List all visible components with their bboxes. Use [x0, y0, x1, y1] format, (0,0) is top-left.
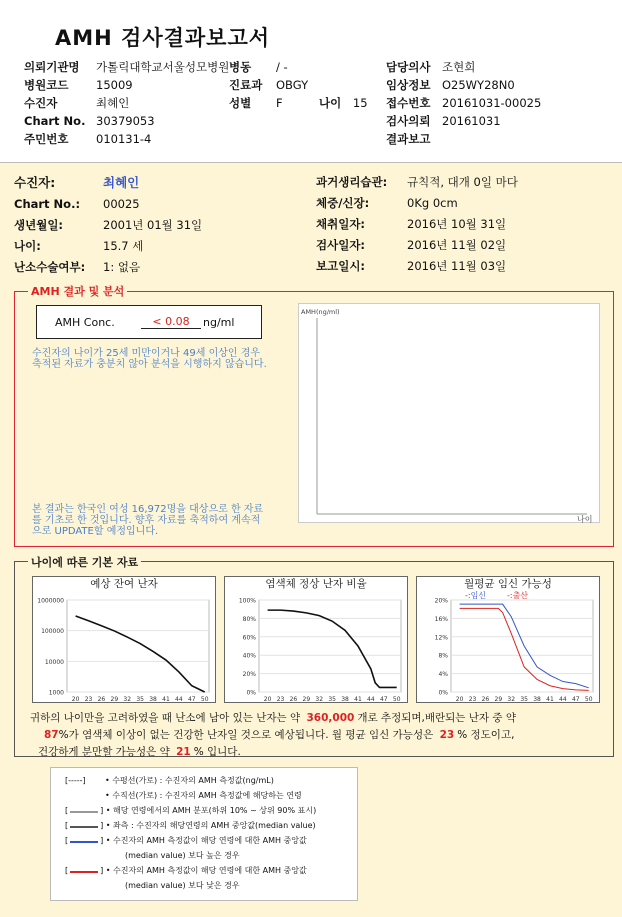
- summary-s4: % 정도이고,: [457, 729, 515, 741]
- patient-info-right: [316, 172, 387, 277]
- chart3-title: 월평균 임신 가능성: [464, 578, 552, 590]
- amh-conc-unit: ng/ml: [203, 316, 235, 329]
- coll-value: 2016년 10월 31일: [407, 217, 507, 231]
- chart2-ytick: 60%: [242, 634, 256, 642]
- report-value: 2016년 11월 03일: [407, 259, 507, 273]
- pchart-value: 00025: [103, 197, 140, 211]
- chart3-xtick: 41: [546, 696, 554, 703]
- legend-swatch-red: [70, 871, 98, 873]
- header-left-values: [96, 58, 229, 148]
- chart1-series-line: [76, 616, 205, 692]
- age-section-title: 나이에 따른 기본 자료: [28, 554, 141, 570]
- doctor-label: 담당의사: [386, 60, 431, 74]
- chart3-series-line: [460, 608, 589, 690]
- pname-value: 최혜인: [103, 175, 140, 190]
- chart3-xtick: 35: [520, 696, 528, 703]
- menses-value: 규칙적, 대개 0일 마다: [407, 175, 518, 189]
- summary-s5: 건강하게 분만할 가능성은 약: [38, 746, 170, 758]
- chart1-xtick: 29: [110, 696, 119, 703]
- chart2-svg: [225, 592, 409, 704]
- rrn-label: 주민번호: [24, 132, 69, 146]
- patient-info-left-values: [103, 172, 202, 278]
- chart2-ytick: 40%: [242, 652, 256, 660]
- chart1-xtick: 50: [200, 696, 209, 703]
- chart2-ytick: 100%: [238, 597, 256, 605]
- chart1-xtick: 26: [97, 696, 106, 703]
- pbirth-label: 생년월일:: [14, 218, 64, 232]
- header-right: [386, 58, 430, 148]
- pchart-label: Chart No.:: [14, 197, 81, 211]
- doctor-value: 조현희: [442, 60, 476, 74]
- chart3-xtick: 23: [468, 696, 477, 703]
- request-value: 20161031: [442, 114, 501, 128]
- legend-row-5: [65, 834, 357, 849]
- legend-row-2: [65, 789, 357, 804]
- chart-no-label: Chart No.: [24, 114, 86, 128]
- chart-no-value: 30379053: [96, 114, 155, 128]
- legend-text-5: ] • 수진자의 AMH 측정값이 해당 연령에 대한 AMH 중앙값: [100, 836, 307, 846]
- legend-row-6: [65, 849, 357, 864]
- clinical-value: O25WY28N0: [442, 78, 515, 92]
- chart3-xtick: 44: [559, 696, 567, 703]
- summary-text: [30, 710, 610, 761]
- chart2-xtick: 44: [367, 696, 375, 703]
- chart3-ytick: 0%: [438, 689, 448, 697]
- chart2-xtick: 20: [263, 696, 272, 703]
- hospital-value: 가톨릭대학교서울성모병원: [96, 60, 230, 74]
- chart3-ytick: 16%: [434, 615, 448, 623]
- chart2-title: 염색체 정상 난자 비율: [265, 578, 367, 590]
- chart2-xtick: 41: [354, 696, 362, 703]
- pbirth-value: 2001년 01월 31일: [103, 218, 203, 232]
- legend-key-7: [: [65, 866, 69, 876]
- patient-label: 수진자: [24, 96, 58, 110]
- sex-label: 성별: [229, 96, 252, 110]
- summary-preg-pct: 23: [439, 729, 455, 741]
- receipt-value: 20161031-00025: [442, 96, 542, 110]
- summary-birth-pct: 21: [176, 746, 191, 758]
- chart3-series-line: [460, 604, 589, 688]
- chart3-legend-birth: -:출산: [507, 591, 529, 600]
- result-report-label: 결과보고: [386, 132, 431, 146]
- analysis-note-2: 본 결과는 한국인 여성 16,972명을 대상으로 한 자료를 기초로 한 것입니다. 향후 자료를 축적하여 계속적으로 UPDATE할 예정입니다.: [32, 504, 264, 537]
- wh-label: 체중/신장:: [316, 196, 370, 210]
- header-right-values: [442, 58, 541, 130]
- hospital-code-value: 15009: [96, 78, 133, 92]
- chart1-xtick: 47: [187, 696, 196, 703]
- legend-swatch-dark: [70, 826, 98, 828]
- hospital-code-label: 병원코드: [24, 78, 69, 92]
- chart1-plot-area: [67, 600, 209, 692]
- patient-info-right-values: [407, 172, 518, 277]
- chart3-legend-preg: -:임신: [465, 591, 487, 600]
- amh-conc-box: [36, 305, 262, 339]
- chart1-xtick: 41: [162, 696, 170, 703]
- page-label: 나이:: [14, 239, 41, 253]
- legend-row-8: [65, 879, 357, 894]
- chart-remaining-eggs: [32, 576, 216, 703]
- psurg-label: 난소수술여부:: [14, 260, 86, 274]
- legend-text-6: (median value) 보다 높은 경우: [125, 851, 240, 861]
- age-value: 15: [352, 96, 368, 110]
- test-value: 2016년 11월 02일: [407, 238, 507, 252]
- report-title: AMH 검사결과보고서: [55, 26, 271, 50]
- patient-value: 최혜인: [96, 96, 130, 110]
- chart2-ytick: 0%: [246, 689, 256, 697]
- request-label: 검사의뢰: [386, 114, 431, 128]
- chart3-ytick: 20%: [434, 597, 448, 605]
- chart3-xtick: 26: [481, 696, 490, 703]
- summary-s2: 개로 추정되며,배란되는 난자 중 약: [357, 712, 517, 724]
- chart1-title: 예상 잔여 난자: [90, 578, 158, 590]
- chart2-plot-area: [259, 600, 401, 692]
- legend-row-3: [65, 804, 357, 819]
- summary-s1: 귀하의 나이만을 고려하였을 때 난소에 남아 있는 난자는 약: [30, 712, 301, 724]
- menses-label: 과거생리습관:: [316, 175, 388, 189]
- legend-key-4: [: [65, 821, 69, 831]
- legend-text-8: (median value) 보다 낮은 경우: [125, 881, 240, 891]
- legend-box: [50, 767, 358, 901]
- psurg-value: 1: 없음: [103, 260, 141, 274]
- age-header: [319, 94, 368, 112]
- amh-chart-xlabel: 나이: [577, 515, 593, 524]
- page-value: 15.7 세: [103, 239, 144, 253]
- chart3-xtick: 29: [494, 696, 503, 703]
- chart2-xtick: 47: [379, 696, 388, 703]
- chart3-xtick: 50: [584, 696, 593, 703]
- legend-key-5: [: [65, 836, 69, 846]
- report-label: 보고일시:: [316, 259, 366, 273]
- chart2-xtick: 26: [289, 696, 298, 703]
- rrn-value: 010131-4: [96, 132, 152, 146]
- amh-chart: [298, 303, 600, 523]
- pname-label: 수진자:: [14, 175, 56, 190]
- chart3-ytick: 4%: [438, 671, 448, 679]
- chart3-xtick: 47: [571, 696, 580, 703]
- chart1-xtick: 38: [149, 696, 157, 703]
- chart3-ytick: 12%: [434, 634, 448, 642]
- ward-value: / -: [276, 60, 288, 74]
- chart2-ytick: 80%: [242, 615, 256, 623]
- dept-value: OBGY: [276, 78, 309, 92]
- legend-row-7: [65, 864, 357, 879]
- chart3-xtick: 38: [533, 696, 541, 703]
- summary-eggs: 360,000: [306, 712, 355, 724]
- chart2-xtick: 35: [328, 696, 336, 703]
- chart2-xtick: 32: [315, 696, 324, 703]
- age-label: 나이: [319, 96, 342, 110]
- patient-info-left: [14, 172, 85, 278]
- chart1-xtick: 23: [84, 696, 93, 703]
- chart3-plot-area: [451, 600, 593, 692]
- chart3-xtick: 20: [455, 696, 464, 703]
- chart1-xtick: 20: [71, 696, 80, 703]
- chart-normal-egg-ratio: [224, 576, 408, 703]
- chart3-ytick: 8%: [438, 652, 448, 660]
- chart3-svg: [417, 592, 601, 704]
- header-left: [24, 58, 85, 148]
- chart2-xtick: 50: [392, 696, 401, 703]
- amh-conc-value: < 0.08: [141, 315, 201, 329]
- clinical-label: 임상정보: [386, 78, 431, 92]
- amh-chart-ylabel: AMH(ng/ml): [301, 308, 340, 316]
- chart1-xtick: 44: [175, 696, 183, 703]
- test-label: 검사일자:: [316, 238, 366, 252]
- analysis-note-1: 수진자의 나이가 25세 미만이거나 49세 이상인 경우 축적된 자료가 충분치 않아 분석을 시행하지 않습니다.: [32, 348, 267, 370]
- amh-section-title: AMH 결과 및 분석: [28, 283, 127, 299]
- legend-row-4: [65, 819, 357, 834]
- legend-key-1: [-----]: [65, 776, 86, 786]
- amh-conc-label: AMH Conc.: [55, 316, 115, 329]
- amh-chart-svg: [299, 304, 601, 524]
- chart2-ytick: 20%: [242, 671, 256, 679]
- summary-s3: %가 염색체 이상이 없는 건강한 난자일 것으로 예상됩니다. 월 평균 임신 가능성은: [58, 729, 434, 741]
- legend-text-1: • 수평선(가로) : 수진자의 AMH 측정값(ng/mL): [105, 776, 274, 786]
- chart1-xtick: 35: [136, 696, 144, 703]
- chart3-xtick: 32: [507, 696, 516, 703]
- chart1-ytick: 1000: [48, 689, 64, 697]
- header-mid: [229, 58, 262, 112]
- legend-text-2: • 수직선(가로) : 수진자의 AMH 측정값에 해당하는 연령: [105, 791, 302, 801]
- wh-value: 0Kg 0cm: [407, 196, 458, 210]
- chart1-ytick: 10000: [44, 658, 64, 666]
- receipt-label: 접수번호: [386, 96, 431, 110]
- chart2-xtick: 23: [276, 696, 285, 703]
- chart-pregnancy-rate: [416, 576, 600, 703]
- hospital-label: 의뢰기관명: [24, 60, 80, 74]
- header-mid-values: [276, 58, 308, 112]
- legend-text-7: ] • 수진자의 AMH 측정값이 해당 연령에 대한 AMH 중앙값: [100, 866, 307, 876]
- chart1-ytick: 1000000: [37, 597, 64, 605]
- chart1-xtick: 32: [123, 696, 132, 703]
- chart2-xtick: 29: [302, 696, 311, 703]
- summary-normal-pct: 87: [44, 729, 59, 741]
- legend-swatch-gray: [70, 811, 98, 813]
- coll-label: 채취일자:: [316, 217, 366, 231]
- legend-row-1: [65, 774, 357, 789]
- sex-value: F: [276, 96, 283, 110]
- summary-s6: % 입니다.: [193, 746, 241, 758]
- dept-label: 진료과: [229, 78, 263, 92]
- legend-swatch-blue: [70, 841, 98, 843]
- ward-label: 병동: [229, 60, 252, 74]
- chart1-ytick: 100000: [41, 628, 64, 636]
- legend-text-3: ] • 해당 연령에서의 AMH 분포(하위 10% ~ 상위 90% 표시): [100, 806, 317, 816]
- legend-key-3: [: [65, 806, 69, 816]
- chart1-svg: [33, 592, 217, 704]
- legend-text-4: ] • 좌측 : 수진자의 해당연령의 AMH 중앙값(median value): [100, 821, 316, 831]
- chart2-xtick: 38: [341, 696, 349, 703]
- chart2-series-line: [268, 610, 397, 687]
